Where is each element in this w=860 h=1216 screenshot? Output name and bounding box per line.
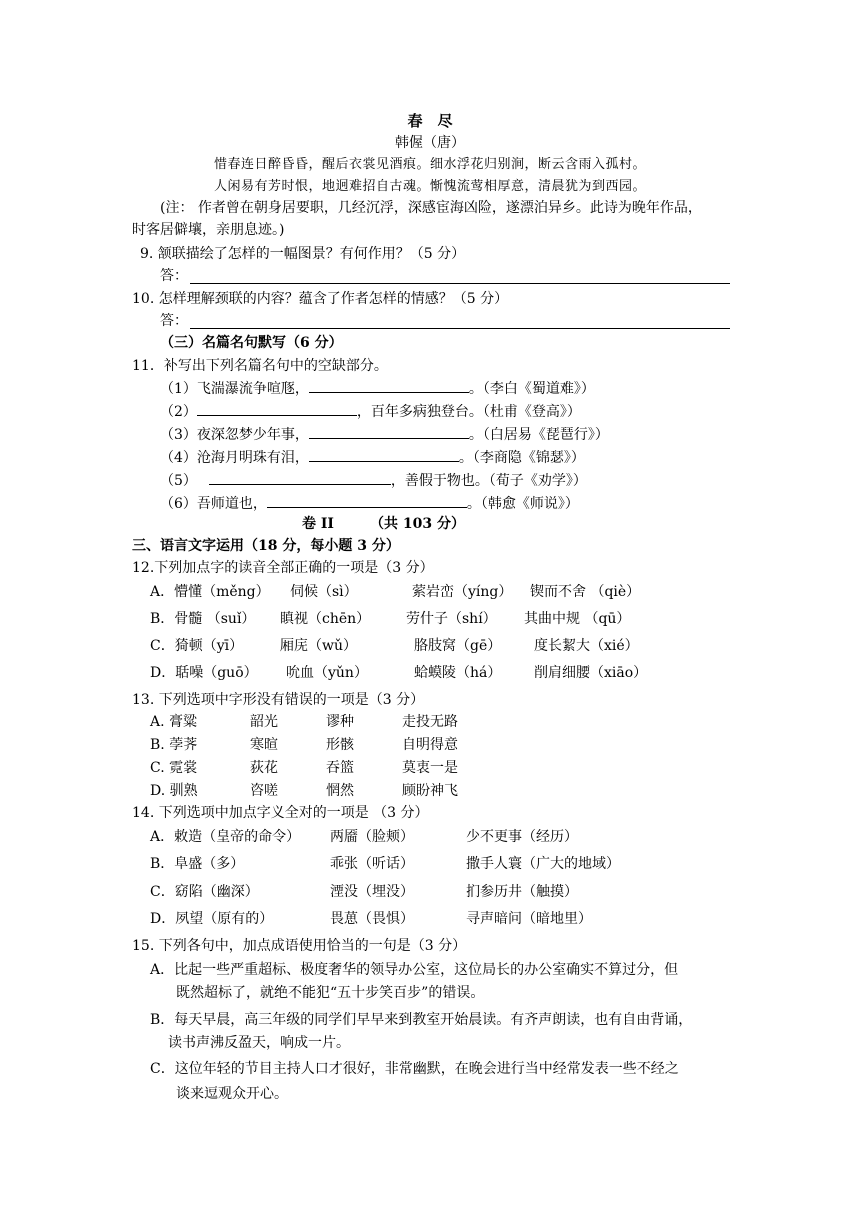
q14-option-a[interactable]: A．敕造（皇帝的命令） [150,829,301,845]
poem-line-1: 惜春连日醉昏昏，醒后衣裳见酒痕。细水浮花归别涧，断云含雨入孤村。 [213,157,646,172]
q14-option-b-2: 乖张（听话） [330,856,414,872]
q14-option-d-3: 寻声暗问（暗地里） [466,911,592,927]
q13-option-b-2: 寒暄 [250,737,278,753]
q13-option-d-3: 惘然 [326,783,354,799]
fill-item-6-pre: （6）吾师道也， [160,496,267,512]
fill-item-1-pre: （1）飞湍瀑流争喧豗， [160,381,309,397]
poem-note-line-1: (注： 作者曾在朝身居要职，几经沉浮，深感宦海凶险，遂漂泊异乡。此诗为晚年作品， [160,200,702,216]
question-9-answer-label: 答： [160,268,188,284]
q15-option-a-line-1[interactable]: A．比起一些严重超标、极度奢华的领导办公室，这位局长的办公室确实不算过分，但 [150,962,679,978]
fill-blank-2[interactable] [197,401,357,416]
q14-option-b[interactable]: B．阜盛（多） [150,856,245,872]
question-10-answer-label: 答： [160,313,188,329]
fill-item-1-post: 。（李白《蜀道难》） [468,381,595,397]
q12-option-d[interactable]: D．聒噪（guō） [150,665,258,681]
q13-option-a-3: 谬种 [326,714,354,730]
q13-option-a-4: 走投无路 [402,714,458,730]
question-10-answer-line[interactable] [190,328,730,329]
q13-option-b-3: 形骸 [326,737,354,753]
question-12: 12.下列加点字的读音全部正确的一项是（3 分） [132,560,434,576]
q14-option-d-2: 畏葸（畏惧） [330,911,414,927]
fill-item-6 [160,493,579,514]
q14-option-a-2: 两靥（脸颊） [330,829,414,845]
fill-item-5 [160,470,587,491]
q13-option-a[interactable]: A. 膏粱 [150,714,198,730]
fill-item-4-pre: （4）沧海月明珠有泪， [160,450,309,466]
fill-item-3 [160,424,609,445]
q12-option-a-4: 锲而不舍 （qiè） [530,584,641,600]
fill-blank-6[interactable] [267,493,467,508]
fill-blank-5[interactable] [209,470,391,485]
q12-option-d-2: 吮血（yǔn） [286,665,368,681]
fill-item-2 [160,401,581,422]
q13-option-c[interactable]: C. 霓裳 [150,760,198,776]
q12-option-c-3: 胳肢窝（gē） [414,638,502,654]
poem-title: 春 尽 [407,112,453,130]
poem-line-2: 人闲易有芳时恨，地迥难招自古魂。惭愧流莺相厚意，清晨犹为到西园。 [213,179,646,194]
q12-option-c[interactable]: C．猗顿（yī） [150,638,244,654]
q12-option-c-2: 厢庑（wǔ） [280,638,357,654]
q12-option-b-3: 劳什子（shí） [406,611,497,627]
q13-option-c-2: 荻花 [250,760,278,776]
fill-item-4-post: 。（李商隐《锦瑟》） [458,450,585,466]
fill-item-6-post: 。（韩愈《师说》） [466,496,579,512]
q15-option-c-line-2: 谈来逗观众开心。 [176,1086,288,1102]
q12-option-b-2: 瞋视（chēn） [280,611,371,627]
q13-option-c-3: 吞篮 [326,760,354,776]
volume-2-label: 卷 II [302,516,334,532]
q13-option-d[interactable]: D. 驯熟 [150,783,198,799]
q13-option-b[interactable]: B. 荸荠 [150,737,198,753]
q12-option-d-3: 蛤蟆陵（há） [414,665,502,681]
volume-2-heading [302,514,465,534]
fill-blank-3[interactable] [309,424,469,439]
q12-option-a-2: 伺候（sì） [290,584,358,600]
fill-item-2-post: ，百年多病独登台。（杜甫《登高》） [356,404,581,420]
q15-option-b-line-2: 读书声沸反盈天，响成一片。 [168,1035,350,1051]
q13-option-a-2: 韶光 [250,714,278,730]
q15-option-c-line-1[interactable]: C．这位年轻的节目主持人口才很好，非常幽默，在晚会进行当中经常发表一些不经之 [150,1061,679,1077]
fill-item-1 [160,378,595,399]
q12-option-b-4: 其曲中规 （qū） [524,611,631,627]
q14-option-d[interactable]: D．夙望（原有的） [150,911,274,927]
part-3-heading: 三、语言文字运用（18 分，每小题 3 分） [132,538,400,554]
q13-option-d-4: 顾盼神飞 [402,783,458,799]
question-9-answer-line[interactable] [190,283,730,284]
q12-option-a-3: 萦岩峦（yíng） [412,584,513,600]
fill-blank-4[interactable] [309,447,459,462]
question-10: 10. 怎样理解颈联的内容？蕴含了作者怎样的情感？（5 分） [132,291,509,307]
q15-option-b-line-1[interactable]: B．每天早晨，高三年级的同学们早早来到教室开始晨读。有齐声朗读，也有自由背诵， [150,1012,693,1028]
poem-author: 韩偓（唐） [395,135,465,151]
fill-item-3-post: 。（白居易《琵琶行》） [468,427,609,443]
fill-item-3-pre: （3）夜深忽梦少年事， [160,427,309,443]
q14-option-c-2: 湮没（埋没） [330,884,414,900]
question-13: 13. 下列选项中字形没有错误的一项是（3 分） [132,692,425,708]
q13-option-c-4: 莫衷一是 [402,760,458,776]
fill-item-4 [160,447,585,468]
question-9: 9. 颔联描绘了怎样的一幅图景？有何作用？（5 分） [140,246,466,262]
section-heading-famous-lines: （三）名篇名句默写（6 分） [160,335,343,351]
fill-item-5-post: ，善假于物也。（荀子《劝学》） [390,473,587,489]
question-15: 15. 下列各句中，加点成语使用恰当的一句是（3 分） [132,938,467,954]
q14-option-a-3: 少不更事（经历） [466,829,578,845]
q15-option-a-line-2: 既然超标了，就绝不能犯“五十步笑百步”的错误。 [176,985,485,1001]
fill-item-5-pre: （5） [160,473,197,489]
q12-option-c-4: 度长絜大（xié） [534,638,639,654]
q14-option-b-3: 撒手人寰（广大的地域） [466,856,620,872]
q13-option-b-4: 自明得意 [402,737,458,753]
question-14: 14. 下列选项中加点字义全对的一项是 （3 分） [132,805,429,821]
q12-option-b[interactable]: B．骨髓 （suǐ） [150,611,256,627]
q14-option-c[interactable]: C．窈陷（幽深） [150,884,259,900]
q13-option-d-2: 咨嗟 [250,783,278,799]
fill-item-2-pre: （2） [160,404,197,420]
q14-option-c-3: 扪参历井（触摸） [466,884,578,900]
volume-2-score: （共 103 分） [369,516,465,532]
poem-note-line-2: 时客居僻壤，亲朋息迹。) [132,222,285,238]
q12-option-d-4: 削肩细腰（xiāo） [534,665,648,681]
fill-blank-1[interactable] [309,378,469,393]
q12-option-a[interactable]: A．懵懂（měng） [150,584,270,600]
question-11: 11．补写出下列名篇名句中的空缺部分。 [132,358,388,374]
